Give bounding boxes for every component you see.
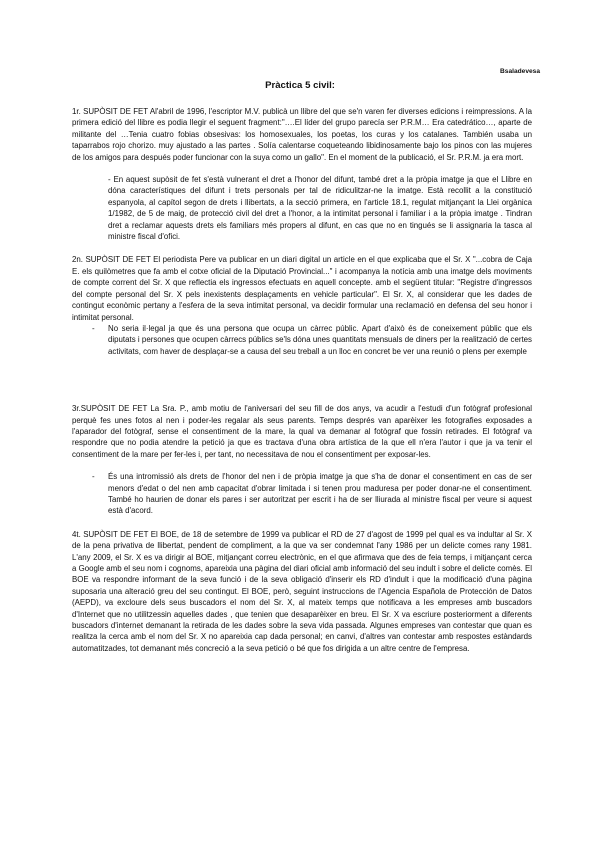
case-3-statement: 3r.SUPÒSIT DE FET La Sra. P., amb motiu de l'aniversari del seu fill de dos anys, va acudir a l'estudi d'un fotògraf profesional perquè fes unes fotos al nen i poder-les regalar als seus parents. Temps després van aparèixer les fotografies exposades a l'aparador del fotògraf, sense el consentiment de la mare, la qual va demanar al fotògraf que fossin retirades. El fotògraf va respondre que no podia atendre la petició ja que es tractava d'una obra artística de la que ell n'era l'autor i que ja va tenir el consentiment de la mare per fer-les i, per tant, no necessitava de nou el consentiment per exposar-les. xyxy=(72,404,532,459)
case-3-answer-item xyxy=(92,471,532,517)
bullet-dash: - xyxy=(92,323,95,333)
bullet-dash: - xyxy=(92,472,95,482)
case-2-answer-item xyxy=(92,323,532,357)
case-2-answer: No seria il·legal ja que és una persona que ocupa un càrrec públic. Apart d'això és de coneixement públic que els diputats i persones que ocupen càrrecs públics se'ls dóna unes quantitats mensuals de diners per la realització de certes activitats, com haver de desplaçar-se a causa del seu treball a un lloc en concret be ver una reunió o plens per exemple xyxy=(108,323,532,356)
case-2-statement: 2n. SUPÒSIT DE FET El periodista Pere va publicar en un diari digital un article en el que explicaba que el Sr. X "...cobra de Caja E. els quilòmetres que fa amb el cotxe oficial de la Diputació Provincial..." i acompanya la notícia amb una imatge dels moviments de compte corrent del Sr. X que reflectia els ingressos efectuats en aquell concepte. amb el següent titular: "Registre d'ingressos del compte personal del Sr. X pels inexistents desplaçaments en vehicle particular". El Sr. X, al considerar que les dades de contingut econòmic pertany a l'esfera de la seva intimitat personal, va decidir formular una reclamació en defensa del seu honor i intimitat personal. xyxy=(72,255,532,322)
case-3-answer: És una intromissió als drets de l'honor del nen i de pròpia imatge ja que s'ha de donar el consentiment en cas de ser menors d'edat o del nen amb capacitat d'obrar limitada i si tenen prou maduresa per poder donar-ne el consentiment. També ho haurien de donar els pares i ser autoritzat per escrit i ha de ser lliurada al ministre fiscal per veure si aquest està d'acord. xyxy=(108,472,532,516)
document-body xyxy=(72,106,532,654)
author-name: Bsaladevesa xyxy=(500,68,540,75)
document-title: Pràctica 5 civil: xyxy=(265,80,335,91)
case-1-answer-block xyxy=(108,174,532,242)
case-4-statement: 4t. SUPÒSIT DE FET El BOE, de 18 de setembre de 1999 va publicar el RD de 27 d'agost de 1999 pel qual es va indultar al Sr. X de la pena privativa de llibertat, pendent de compliment, a la que va ser condemnat l'any 1986 per un delicte comes rany 1981. L'any 2009, el Sr. X es va dirigir al BOE, mitjançant correu electrònic, en el que afirmava que des de feia temps, i mitjançant cerca a Google amb el seu nom i cognoms, apareixia una pàgina del diari oficial amb informació del seu indult i sobre el delicte comès. El BOE va respondre informant de la seva funció i de la seva obligació d'inserir els RD d'indult i que la modificació d'una pàgina suposaria una alteració greu del seu contingut. El BOE, però, seguint instruccions de l'Agencia Española de Protección de Datos (AEPD), va excloure dels seus buscadors el nom del Sr. X, al mateix temps que notificava a les empreses amb buscadors d'Internet que no utilitzessin aquelles dades , que tenien que desaparèixer en breu. El Sr. X va escriure posteriorment a diferents buscadors d'internet demanant la retirada de les dades sobre la seva vida passada. Algunes empreses van contestar que quan es realitza la cerca amb el nom del Sr. X no apareixia cap dada personal; en canvi, d'altres van contestar amb respostes estàndards automatitzades, tot demanant més concreció a la seva petició o bé que fos dirigida a un altre centre de l'empresa. xyxy=(72,529,532,653)
case-1-answer: - En aquest supòsit de fet s'està vulnerant el dret a l'honor del difunt, també dret a la pròpia imatge ja que el Llibre en dóna característiques del difunt i trets personals per tal de ridiculitzar-ne la imatge. Està recollit a la constitució espanyola, al capítol segon de drets i llibertats, a la secció primera, en l'article 18.1, regulat mitjançant la Llei orgànica 1/1982, de 5 de maig, de protecció civil del dret a l'honor, a la intimitat personal i familiar i a la pròpia imatge . Tindran dret a reclamar aquests drets els familiars més propers al difunt, en cas que no en tingués se li assignaria la tasca al ministre fiscal d'ofici. xyxy=(108,175,532,242)
case-1-statement: 1r. SUPÒSIT DE FET Al'abril de 1996, l'escriptor M.V. publicà un llibre del que se'n varen fer diverses edicions i reimpressions. A la primera edició del llibre es podia llegir el seguent fragment:"….El líder del grupo parecía ser P.R.M… Era catedrático…, aparte de militante del …Tenia cuatro fobias obsesivas: los homosexuales, los poetas, los curas y los catalanes. También usaba un taparrabos rojo chorizo. muy ajustado a las partes . Solía calentarse coqueteando libidinosamente bajo los pinos con las mujeres de los amigos para después poder funcionar con la suya como un gallo". En el moment de la publicació, el Sr. P.R.M. ja era mort. xyxy=(72,107,532,162)
